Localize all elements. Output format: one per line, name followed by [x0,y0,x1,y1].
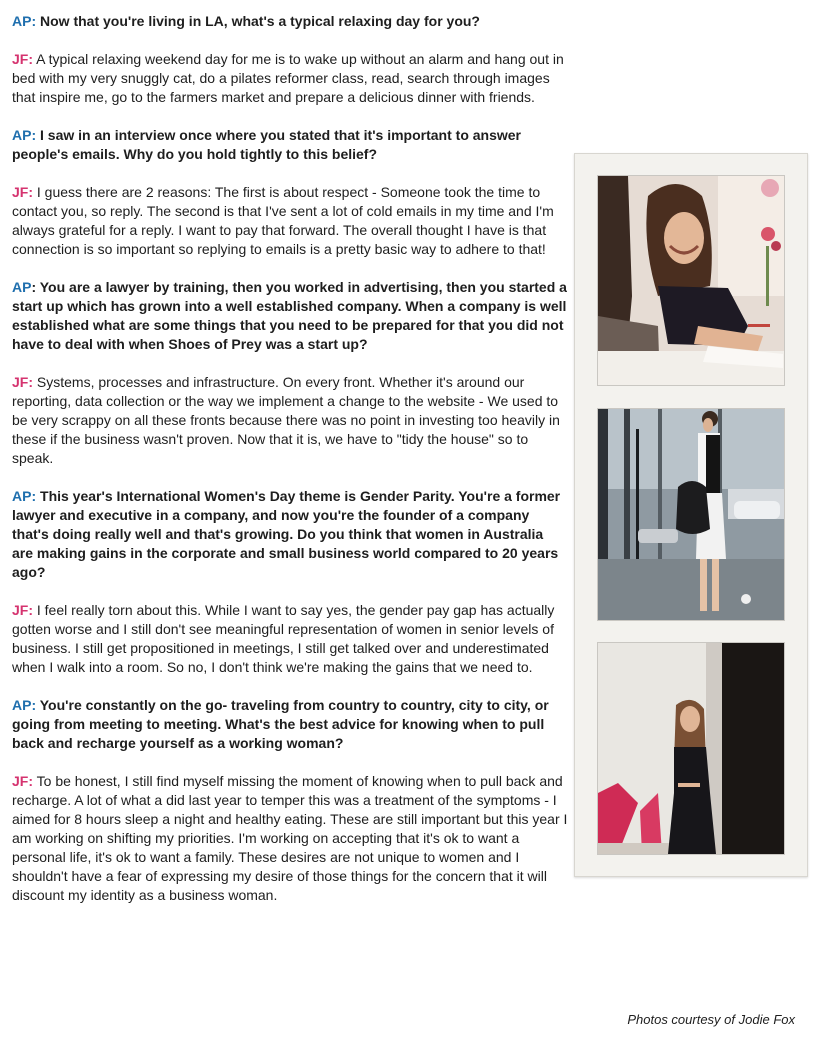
answer-3 [12,373,568,468]
answer-text: I feel really torn about this. While I want to say yes, the gender pay gap has actually gotten worse and I still don't see meaningful representation of women in senior levels of business. I still get propositioned in meetings, I still get talked over and underestimated when I walk into a room. So no, I don't think we're making the gains that we need to. [12,602,555,675]
question-1 [12,12,568,31]
answer-text: A typical relaxing weekend day for me is to wake up without an alarm and hang out in bed with my very snuggly cat, do a pilates reformer class, read, search through images that inspire me, go to the farmers market and prepare a delicious dinner with friends. [12,51,564,105]
question-text: : You are a lawyer by training, then you worked in advertising, then you started a start up which has grown into a well established company. When a company is well established what are some things that you need to be prepared for that you did not have to deal with when Shoes of Prey was a start up? [12,279,567,352]
question-text: I saw in an interview once where you stated that it's important to answer people's emails. Why do you hold tightly to this belief? [12,127,522,162]
answer-text: I guess there are 2 reasons: The first is about respect - Someone took the time to contact you, so reply. The second is that I've sent a lot of cold emails in my time and I'm always grateful for a reply. I want to pay that forward. The overall thought I have is that connection is so important so replying to emails is a pretty basic way to adhere to that! [12,184,554,257]
interview-article [12,12,568,924]
question-text: You're constantly on the go- traveling from country to country, city to city, or going from meeting to meeting. What's the best advice for knowing when to pull back and recharge yourself as a working woman? [12,697,549,751]
answer-2 [12,183,568,259]
speaker-label: AP: [12,488,37,504]
question-2 [12,126,568,164]
photo-credit: Photos courtesy of Jodie Fox [627,1012,795,1027]
speaker-label: AP: [12,127,37,143]
question-4 [12,487,568,582]
speaker-label: JF: [12,51,33,67]
answer-text: Systems, processes and infrastructure. On every front. Whether it's around our reporting, data collection or the way we implement a change to the website - We used to be very scrappy on all these fronts because there was no point in investing too heavily in these if the business wasn't proven. Now that it is, we have to "tidy the house" so to speak. [12,374,560,466]
answer-4 [12,601,568,677]
answer-5 [12,772,568,905]
answer-1 [12,50,568,107]
speaker-label: JF: [12,184,33,200]
question-text: This year's International Women's Day theme is Gender Parity. You're a former lawyer and executive in a company, and now you're the founder of a company that's doing really well and that's growing. Do you think that women in Australia are making gains in the corporate and small business world compared to 20 years ago? [12,488,561,580]
speaker-label: JF: [12,773,33,789]
speaker-label: AP: [12,13,37,29]
speaker-label: AP: [12,697,37,713]
speaker-label: JF: [12,602,33,618]
speaker-label: JF: [12,374,33,390]
question-3 [12,278,568,354]
answer-text: To be honest, I still find myself missing the moment of knowing when to pull back and recharge. A lot of what a did last year to temper this was a treatment of the symptoms - I aimed for 8 hours sleep a night and healthy eating. These are still important but this year I am working on shifting my priorities. I'm working on accepting that it's ok to want a personal life, it's ok to want a family. These desires are not unique to women and I shouldn't have a fear of expressing my desire of those things for the concern that it will discount my identity as a business woman. [12,773,568,903]
question-text: Now that you're living in LA, what's a typical relaxing day for you? [36,13,480,29]
photo-speaking-on-stage [597,642,785,855]
photo-smiling-at-table [597,175,785,386]
photo-panel [574,153,808,877]
photo-standing-at-door [597,408,785,621]
speaker-label: AP [12,279,32,295]
question-5 [12,696,568,753]
